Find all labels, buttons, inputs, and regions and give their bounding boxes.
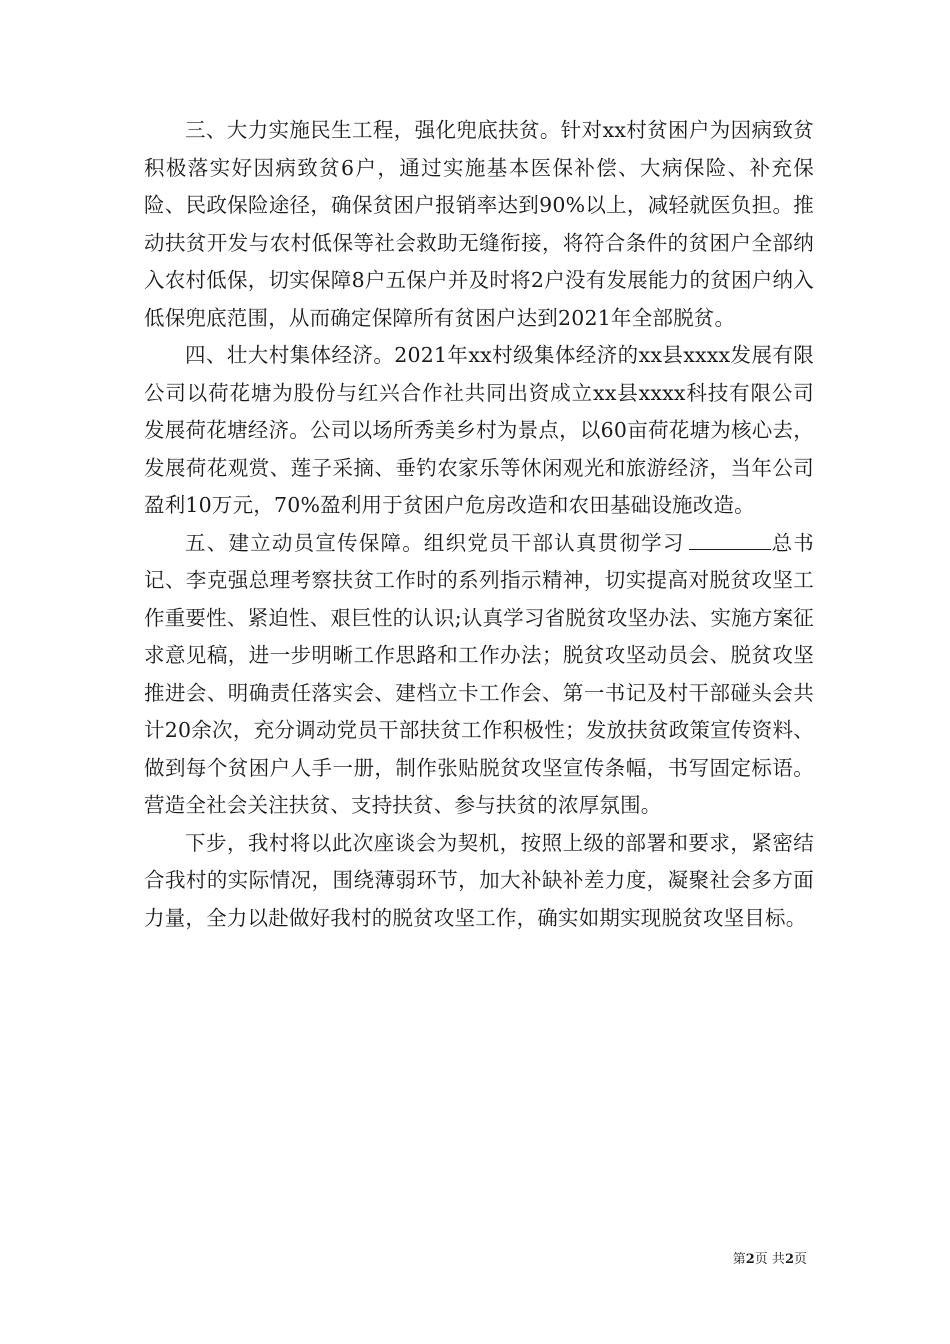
paragraph-section-three: 三、大力实施民生工程，强化兜底扶贫。针对xx村贫困户为因病致贫积极落实好因病致贫6户，通过实施基本医保补偿、大病保险、补充保险、民政保险途径，确保贫困户报销率达到90%以上，减轻就医负担。推动扶贫开发与农村低保等社会救助无缝衔接，将符合条件的贫困户全部纳入农村低保，切实保障8户五保户并及时将2户没有发展能力的贫困户纳入低保兜底范围，从而确定保障所有贫困户达到2021年全部脱贫。 bbox=[144, 118, 814, 330]
total-page-number: 2 bbox=[784, 1252, 794, 1267]
footer-suffix: 页 bbox=[793, 1252, 807, 1267]
document-body bbox=[144, 112, 814, 937]
paragraph-closing: 下步，我村将以此次座谈会为契机，按照上级的部署和要求，紧密结合我村的实际情况，围绕薄弱环节，加大补缺补差力度，凝聚社会多方面力量，全力以赴做好我村的脱贫攻坚工作，确实如期实现脱贫攻坚目标。 bbox=[144, 830, 814, 930]
section-five-text-before-blank: 五、建立动员宣传保障。组织党员干部认真贯彻学习 bbox=[185, 530, 685, 555]
current-page-number: 2 bbox=[745, 1252, 755, 1267]
footer-prefix: 第 bbox=[732, 1252, 746, 1267]
paragraph-section-five bbox=[144, 525, 814, 825]
page-number-footer bbox=[733, 1248, 807, 1267]
footer-middle: 页 共 bbox=[754, 1252, 785, 1267]
section-five-text-after-blank: 总书记、李克强总理考察扶贫工作时的系列指示精神，切实提高对脱贫攻坚工作重要性、紧迫性、艰巨性的认识;认真学习省脱贫攻坚办法、实施方案征求意见稿，进一步明晰工作思路和工作办法；脱贫攻坚动员会、脱贫攻坚推进会、明确责任落实会、建档立卡工作会、第一书记及村干部碰头会共计20余次，充分调动党员干部扶贫工作积极性；发放扶贫政策宣传资料、做到每个贫困户人手一册，制作张贴脱贫攻坚宣传条幅，书写固定标语。营造全社会关注扶贫、支持扶贫、参与扶贫的浓厚氛围。 bbox=[144, 530, 814, 817]
paragraph-section-four: 四、壮大村集体经济。2021年xx村级集体经济的xx县xxxx发展有限公司以荷花塘为股份与红兴合作社共同出资成立xx县xxxx科技有限公司发展荷花塘经济。公司以场所秀美乡村为景点，以60亩荷花塘为核心去，发展荷花观赏、莲子采摘、垂钓农家乐等休闲观光和旅游经济，当年公司盈利10万元，70%盈利用于贫困户危房改造和农田基础设施改造。 bbox=[144, 343, 814, 517]
fill-in-blank bbox=[689, 531, 771, 550]
